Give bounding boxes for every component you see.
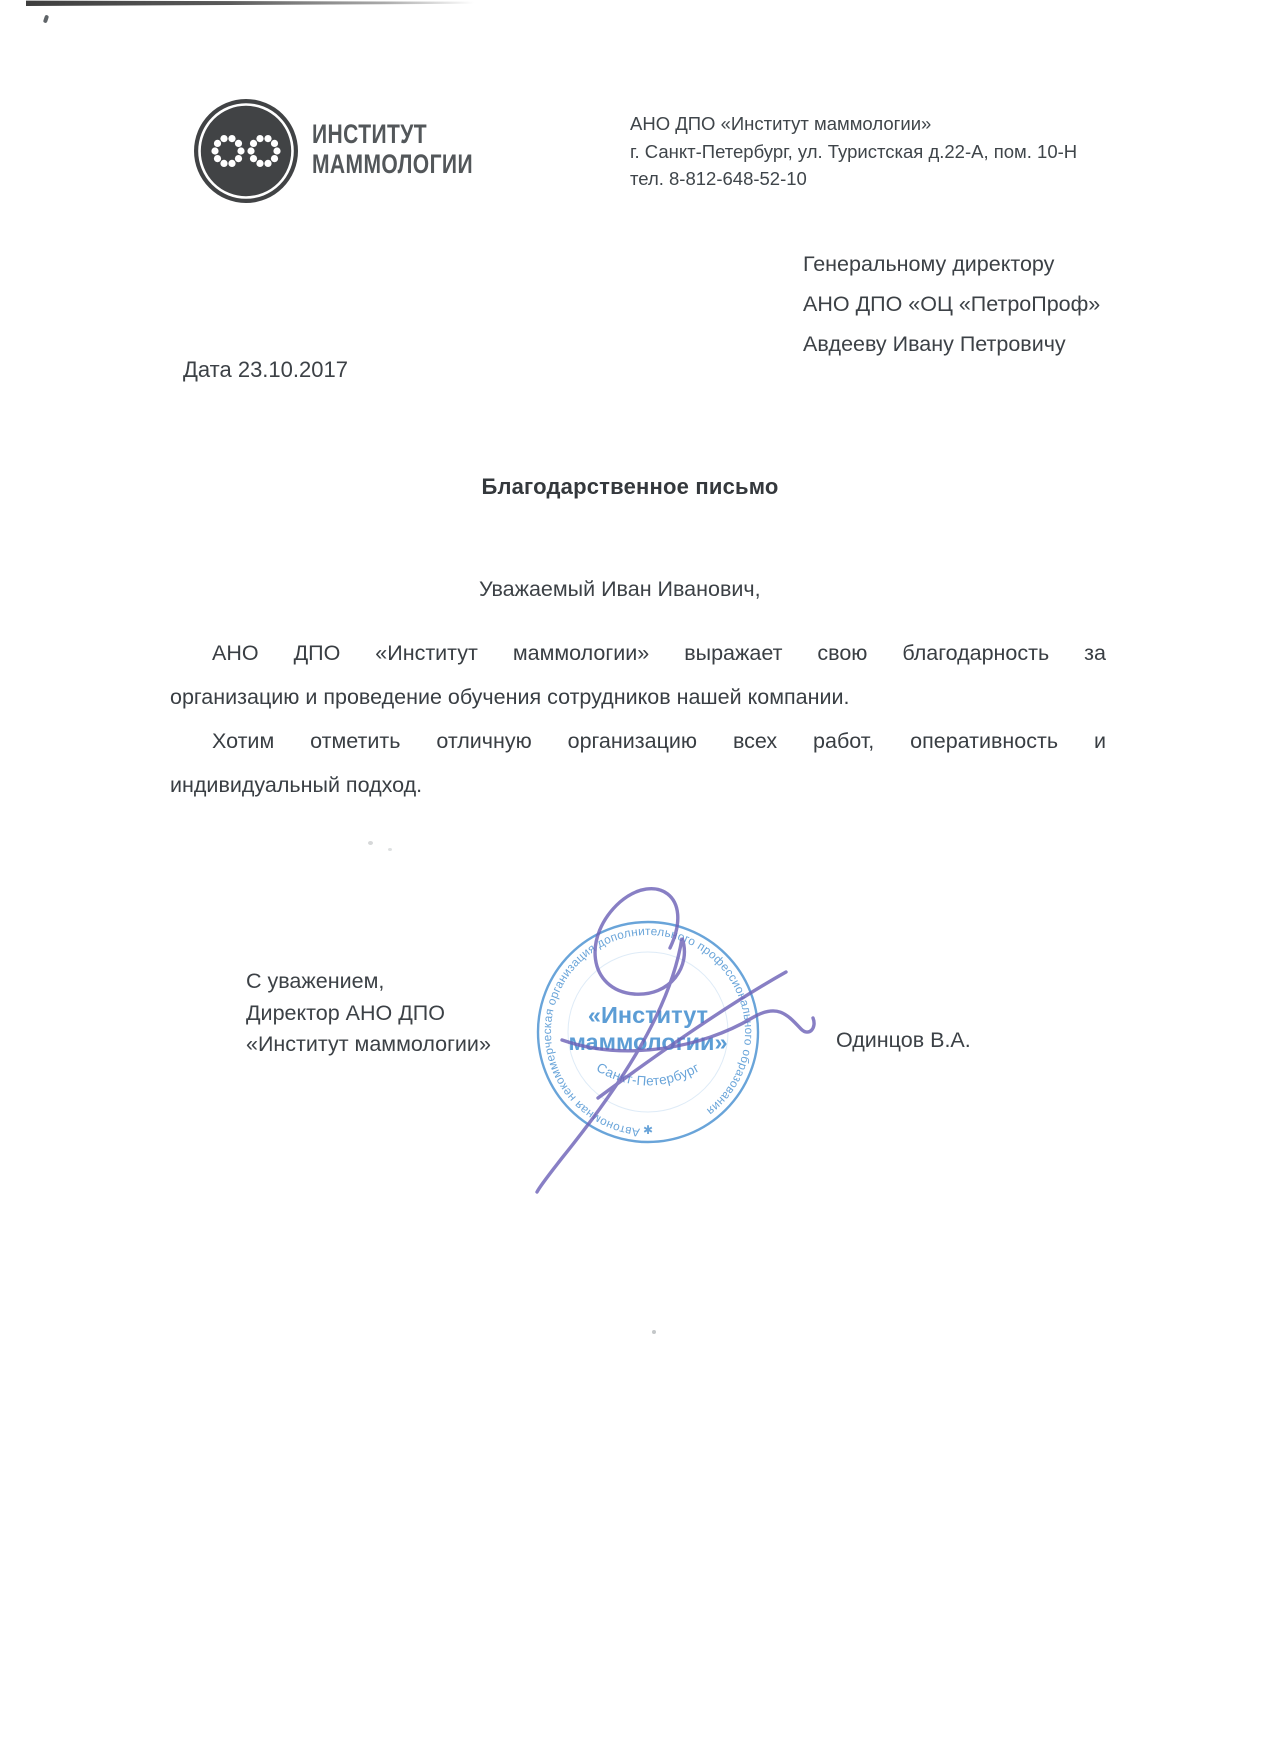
closing-block	[246, 966, 491, 1061]
org-name-line: АНО ДПО «Институт маммологии»	[630, 113, 932, 134]
org-address-line: г. Санкт-Петербург, ул. Туристская д.22-А, пом. 10-Н	[630, 140, 1078, 162]
infinity-beads-logo-icon	[192, 97, 300, 205]
closing-line: С уважением,	[246, 969, 385, 993]
ink-speck	[388, 848, 392, 851]
logo-text-line2: МАММОЛОГИИ	[312, 149, 473, 179]
closing-line: Директор АНО ДПО	[246, 1000, 445, 1025]
body-paragraph-line: АНО ДПО «Институт маммологии» выражает свою благодарность за	[212, 641, 1106, 665]
body-paragraph-line: организацию и проведение обучения сотрудников нашей компании.	[170, 685, 850, 709]
salutation: Уважаемый Иван Иванович,	[479, 577, 761, 601]
logo-text	[312, 119, 473, 179]
recipient-line: Авдееву Ивану Петровичу	[803, 332, 1066, 356]
stamp-city-text: Санкт-Петербург	[594, 1059, 702, 1089]
handwritten-signature	[495, 865, 855, 1205]
org-phone-line: тел. 8-812-648-52-10	[630, 168, 807, 190]
letter-title: Благодарственное письмо	[481, 474, 779, 499]
org-info-block	[630, 110, 1077, 193]
ink-speck	[43, 15, 49, 24]
letter-body	[170, 631, 1106, 807]
stamp-star-separator: ✱	[642, 1123, 654, 1137]
scan-artifact-line	[26, 0, 474, 6]
stamp-center-line1: «Институт	[587, 1002, 709, 1028]
signer-name: Одинцов В.А.	[836, 1028, 971, 1052]
recipient-line: Генеральному директору	[803, 252, 1055, 276]
date-line: Дата 23.10.2017	[183, 357, 348, 382]
recipient-line: АНО ДПО «ОЦ «ПетроПроф»	[803, 292, 1101, 316]
closing-line: «Институт маммологии»	[246, 1032, 491, 1057]
body-paragraph-line: Хотим отметить отличную организацию всех работ, оперативность и	[212, 729, 1106, 753]
recipient-block	[803, 244, 1100, 364]
ink-speck	[652, 1330, 656, 1334]
body-paragraph-line: индивидуальный подход.	[170, 773, 423, 797]
ink-speck	[368, 841, 373, 845]
logo-text-line1: ИНСТИТУТ	[312, 119, 427, 149]
stamp-ring-text: Автономная некоммерческая организация дополнительного профессионального образования	[539, 923, 757, 1140]
stamp-center-line2: маммологии»	[568, 1029, 728, 1055]
